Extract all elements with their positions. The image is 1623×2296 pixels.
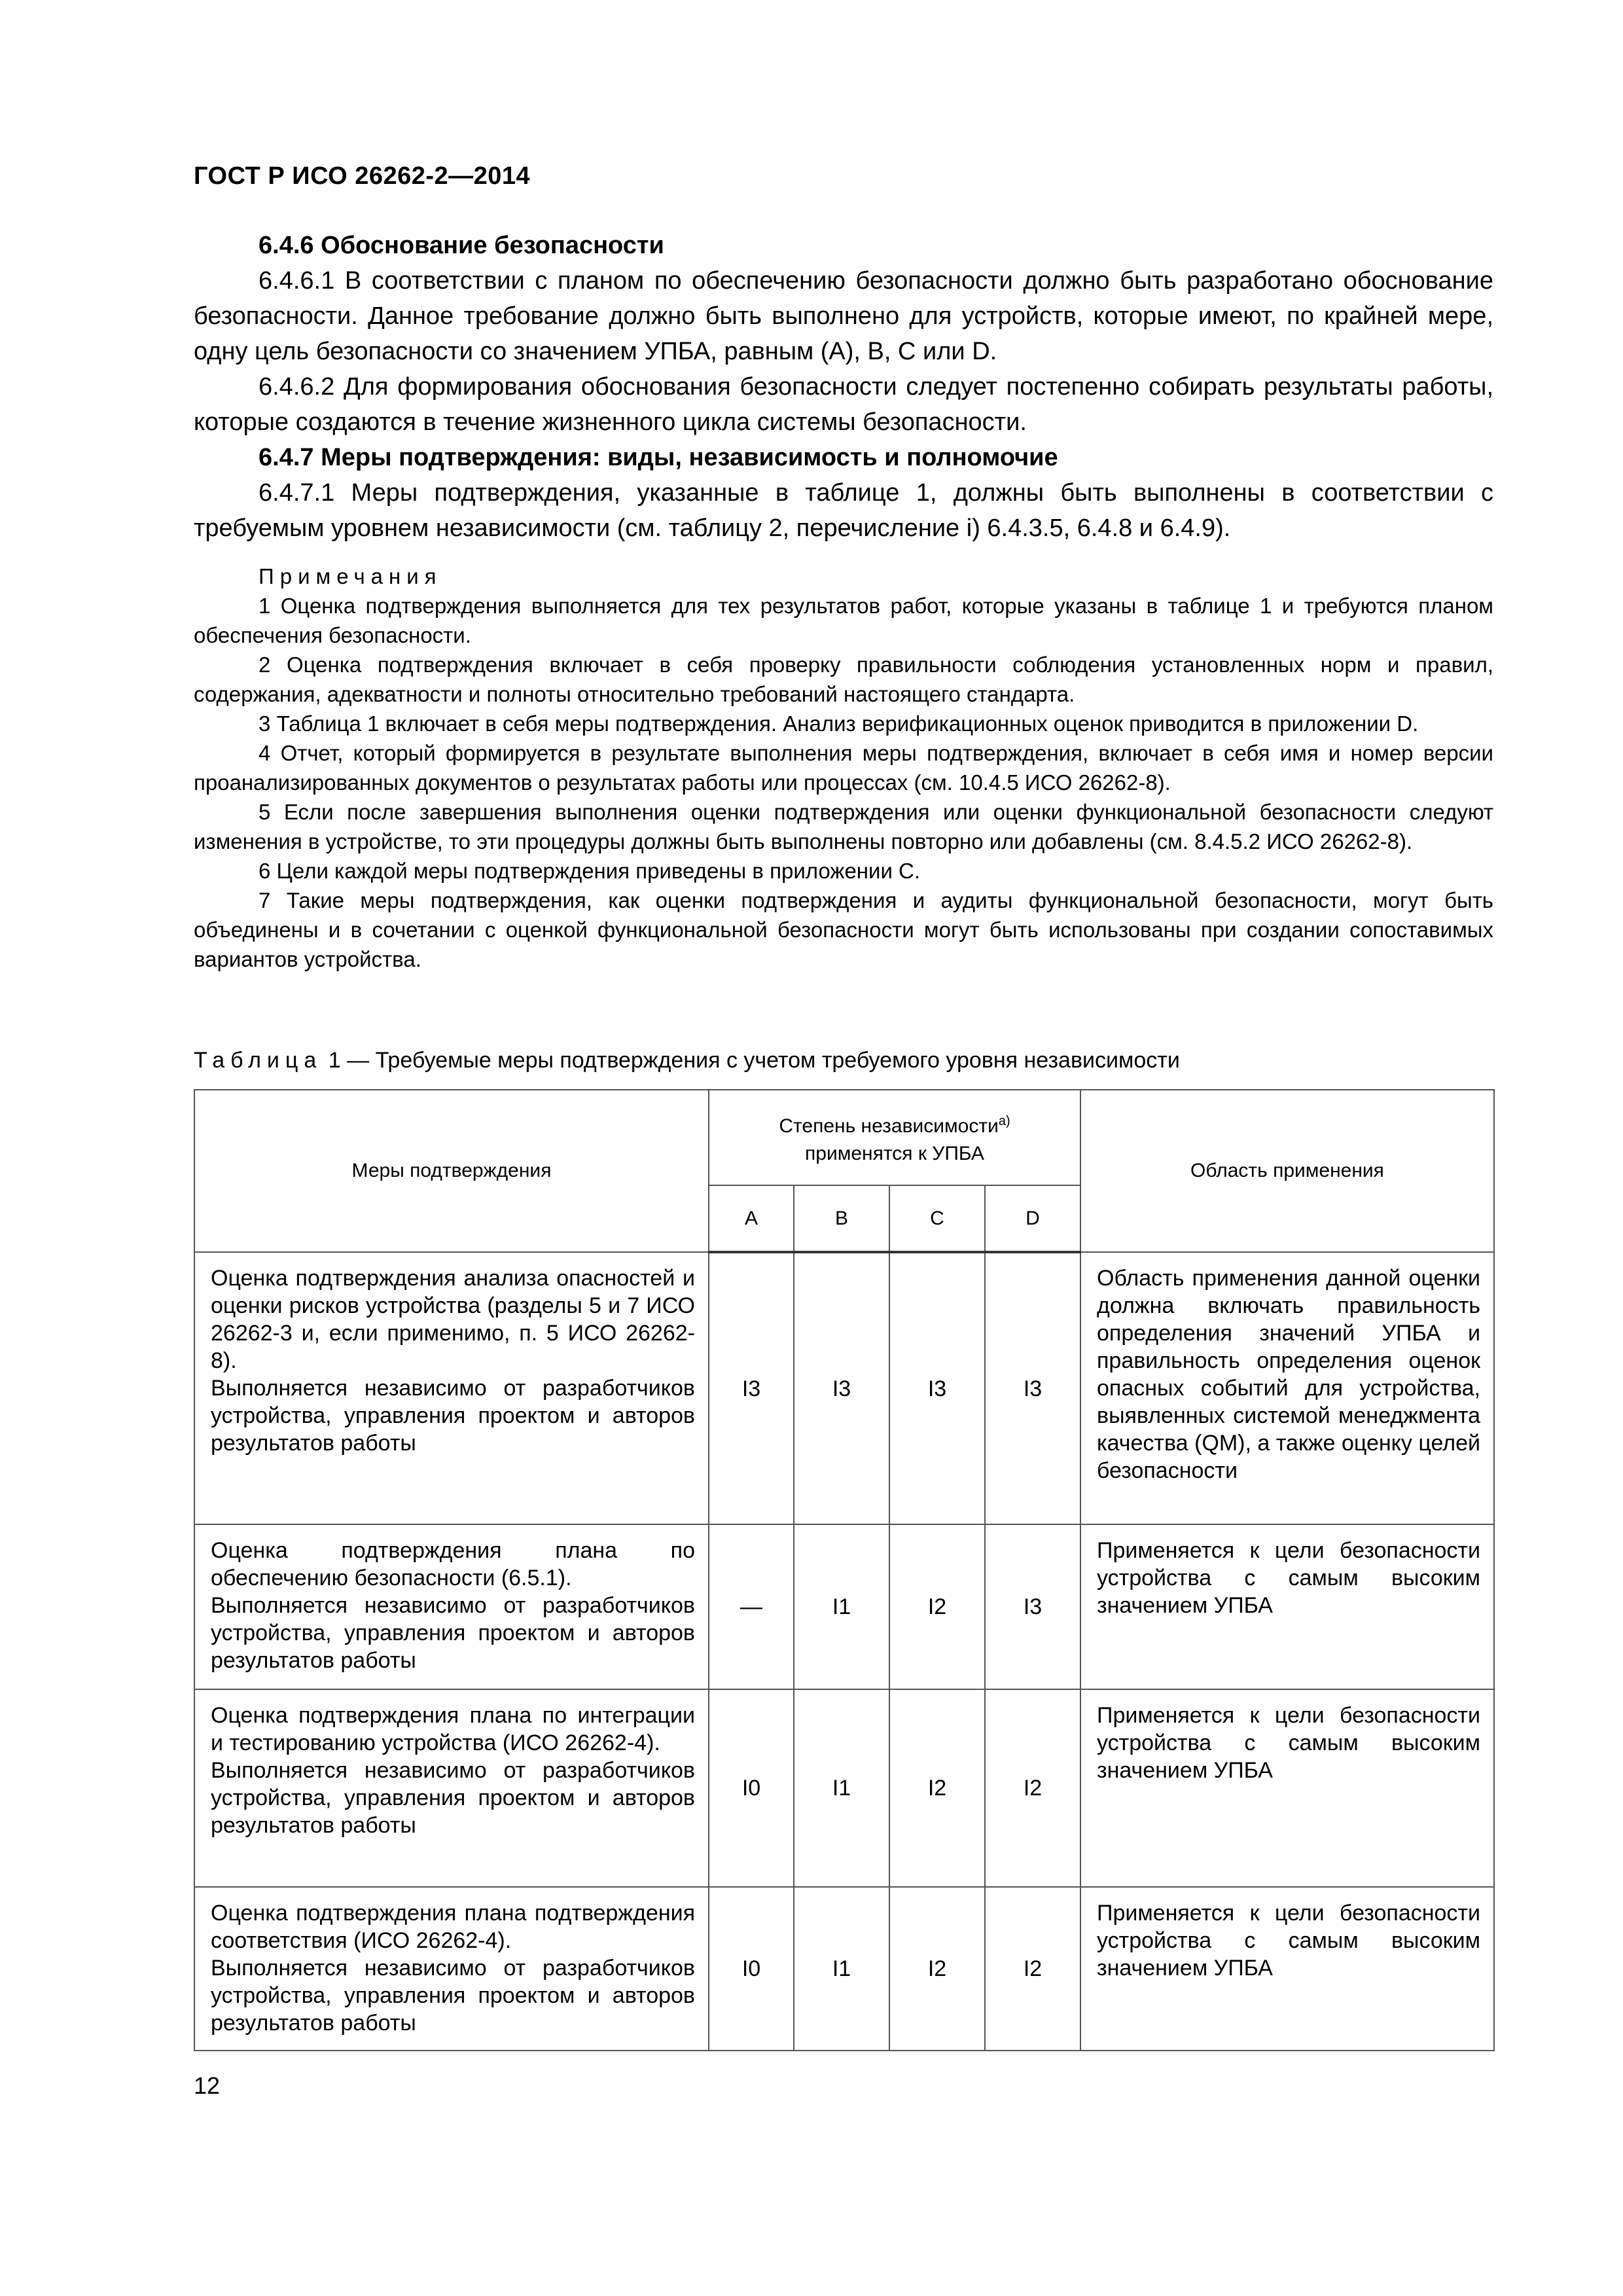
header-level-c: C xyxy=(889,1185,985,1252)
header-degree-line1: Степень независимости xyxy=(779,1115,999,1137)
measure-cell xyxy=(194,1689,709,1887)
level-c-cell: I2 xyxy=(889,1887,985,2051)
body-text xyxy=(194,228,1493,974)
table-caption-word: Таблица xyxy=(194,1048,323,1073)
measure-cell xyxy=(194,1524,709,1689)
header-degree-line2: применятся к УПБА xyxy=(805,1143,984,1164)
table-row xyxy=(194,1524,1494,1689)
measure-text: Выполняется независимо от разработчиков устройства, управления проектом и авторов результатов работы xyxy=(211,1593,695,1673)
level-c-cell: I2 xyxy=(889,1524,985,1689)
header-scope: Область применения xyxy=(1080,1090,1494,1252)
level-d-cell: I2 xyxy=(985,1887,1080,2051)
confirmation-measures-table xyxy=(194,1089,1495,2051)
table-caption xyxy=(194,1046,1180,1075)
notes-title: Примечания xyxy=(259,564,442,588)
scope-cell: Применяется к цели безопасности устройства с самым высоким значением УПБА xyxy=(1080,1689,1494,1887)
header-degree-footnote: а) xyxy=(998,1114,1010,1128)
level-b-cell: I1 xyxy=(794,1524,889,1689)
measure-text: Выполняется независимо от разработчиков устройства, управления проектом и авторов результатов работы xyxy=(211,1376,695,1456)
level-c-cell: I2 xyxy=(889,1689,985,1887)
scope-cell: Область применения данной оценки должна включать правильность определения значений УПБА и правильность определения оценок опасных событий для устройства, выявленных системой менеджмента качества (QM), а также оценку целей безопасности xyxy=(1080,1252,1494,1524)
level-b-cell: I3 xyxy=(794,1252,889,1524)
notes-block xyxy=(194,562,1493,974)
table-caption-text: 1 — Требуемые меры подтверждения с учетом требуемого уровня независимости xyxy=(328,1048,1180,1073)
note-item: 6 Цели каждой меры подтверждения приведены в приложении С. xyxy=(259,859,921,883)
standard-header: ГОСТ Р ИСО 26262-2—2014 xyxy=(194,162,531,190)
table-row xyxy=(194,1689,1494,1887)
level-a-cell: — xyxy=(709,1524,794,1689)
measure-text: Выполняется независимо от разработчиков устройства, управления проектом и авторов результатов работы xyxy=(211,1956,695,2036)
header-level-d: D xyxy=(985,1185,1080,1252)
level-a-cell: I3 xyxy=(709,1252,794,1524)
measure-text: Оценка подтверждения плана по обеспечению безопасности (6.5.1). xyxy=(211,1538,695,1590)
paragraph-6-4-7-1: 6.4.7.1 Меры подтверждения, указанные в таблице 1, должны быть выполнены в соответствии с требуемым уровнем независимости (см. таблицу 2, перечисление i) 6.4.3.5, 6.4.8 и 6.4.9). xyxy=(194,479,1493,542)
level-d-cell: I2 xyxy=(985,1689,1080,1887)
measure-text: Оценка подтверждения плана подтверждения соответствия (ИСО 26262-4). xyxy=(211,1901,695,1953)
measure-cell xyxy=(194,1887,709,2051)
note-item: 3 Таблица 1 включает в себя меры подтверждения. Анализ верификационных оценок приводится в приложении D. xyxy=(259,711,1419,736)
paragraph-6-4-6-1: 6.4.6.1 В соответствии с планом по обеспечению безопасности должно быть разработано обоснование безопасности. Данное требование должно быть выполнено для устройств, которые имеют, по крайней мере, одну цель безопасности со значением УПБА, равным (А), В, С или D. xyxy=(194,267,1493,365)
level-c-cell: I3 xyxy=(889,1252,985,1524)
header-degree xyxy=(709,1090,1080,1185)
table-row xyxy=(194,1887,1494,2051)
scope-cell: Применяется к цели безопасности устройства с самым высоким значением УПБА xyxy=(1080,1887,1494,2051)
level-d-cell: I3 xyxy=(985,1252,1080,1524)
page-number: 12 xyxy=(194,2072,221,2099)
note-item: 7 Такие меры подтверждения, как оценки подтверждения и аудиты функциональной безопасности, могут быть объединены и в сочетании с оценкой функциональной безопасности могут быть использованы при создании сопоставимых вариантов устройства. xyxy=(194,888,1493,971)
note-item: 2 Оценка подтверждения включает в себя проверку правильности соблюдения установленных норм и правил, содержания, адекватности и полноты относительно требований настоящего стандарта. xyxy=(194,653,1493,706)
header-measures: Меры подтверждения xyxy=(194,1090,709,1252)
section-6-4-6-title: 6.4.6 Обоснование безопасности xyxy=(259,232,664,259)
level-a-cell: I0 xyxy=(709,1689,794,1887)
level-d-cell: I3 xyxy=(985,1524,1080,1689)
measure-text: Выполняется независимо от разработчиков устройства, управления проектом и авторов результатов работы xyxy=(211,1758,695,1838)
measure-text: Оценка подтверждения плана по интеграции и тестированию устройства (ИСО 26262-4). xyxy=(211,1703,695,1755)
level-b-cell: I1 xyxy=(794,1887,889,2051)
header-level-b: B xyxy=(794,1185,889,1252)
table-row xyxy=(194,1252,1494,1524)
note-item: 5 Если после завершения выполнения оценки подтверждения или оценки функциональной безопасности следуют изменения в устройстве, то эти процедуры должны быть выполнены повторно или добавлены (см. 8.4.5.2 ИСО 26262-8). xyxy=(194,800,1493,853)
note-item: 1 Оценка подтверждения выполняется для тех результатов работ, которые указаны в таблице 1 и требуются планом обеспечения безопасности. xyxy=(194,594,1493,647)
section-6-4-7-title: 6.4.7 Меры подтверждения: виды, независимость и полномочие xyxy=(259,444,1058,471)
measure-text: Оценка подтверждения анализа опасностей и оценки рисков устройства (разделы 5 и 7 ИСО 26262-3 и, если применимо, п. 5 ИСО 26262-8). xyxy=(211,1266,695,1373)
header-level-a: A xyxy=(709,1185,794,1252)
level-a-cell: I0 xyxy=(709,1887,794,2051)
measure-cell xyxy=(194,1252,709,1524)
level-b-cell: I1 xyxy=(794,1689,889,1887)
note-item: 4 Отчет, который формируется в результате выполнения меры подтверждения, включает в себя имя и номер версии проанализированных документов о результатах работы или процессах (см. 10.4.5 ИСО 26262-8). xyxy=(194,741,1493,795)
paragraph-6-4-6-2: 6.4.6.2 Для формирования обоснования безопасности следует постепенно собирать результаты работы, которые создаются в течение жизненного цикла системы безопасности. xyxy=(194,373,1493,436)
scope-cell: Применяется к цели безопасности устройства с самым высоким значением УПБА xyxy=(1080,1524,1494,1689)
